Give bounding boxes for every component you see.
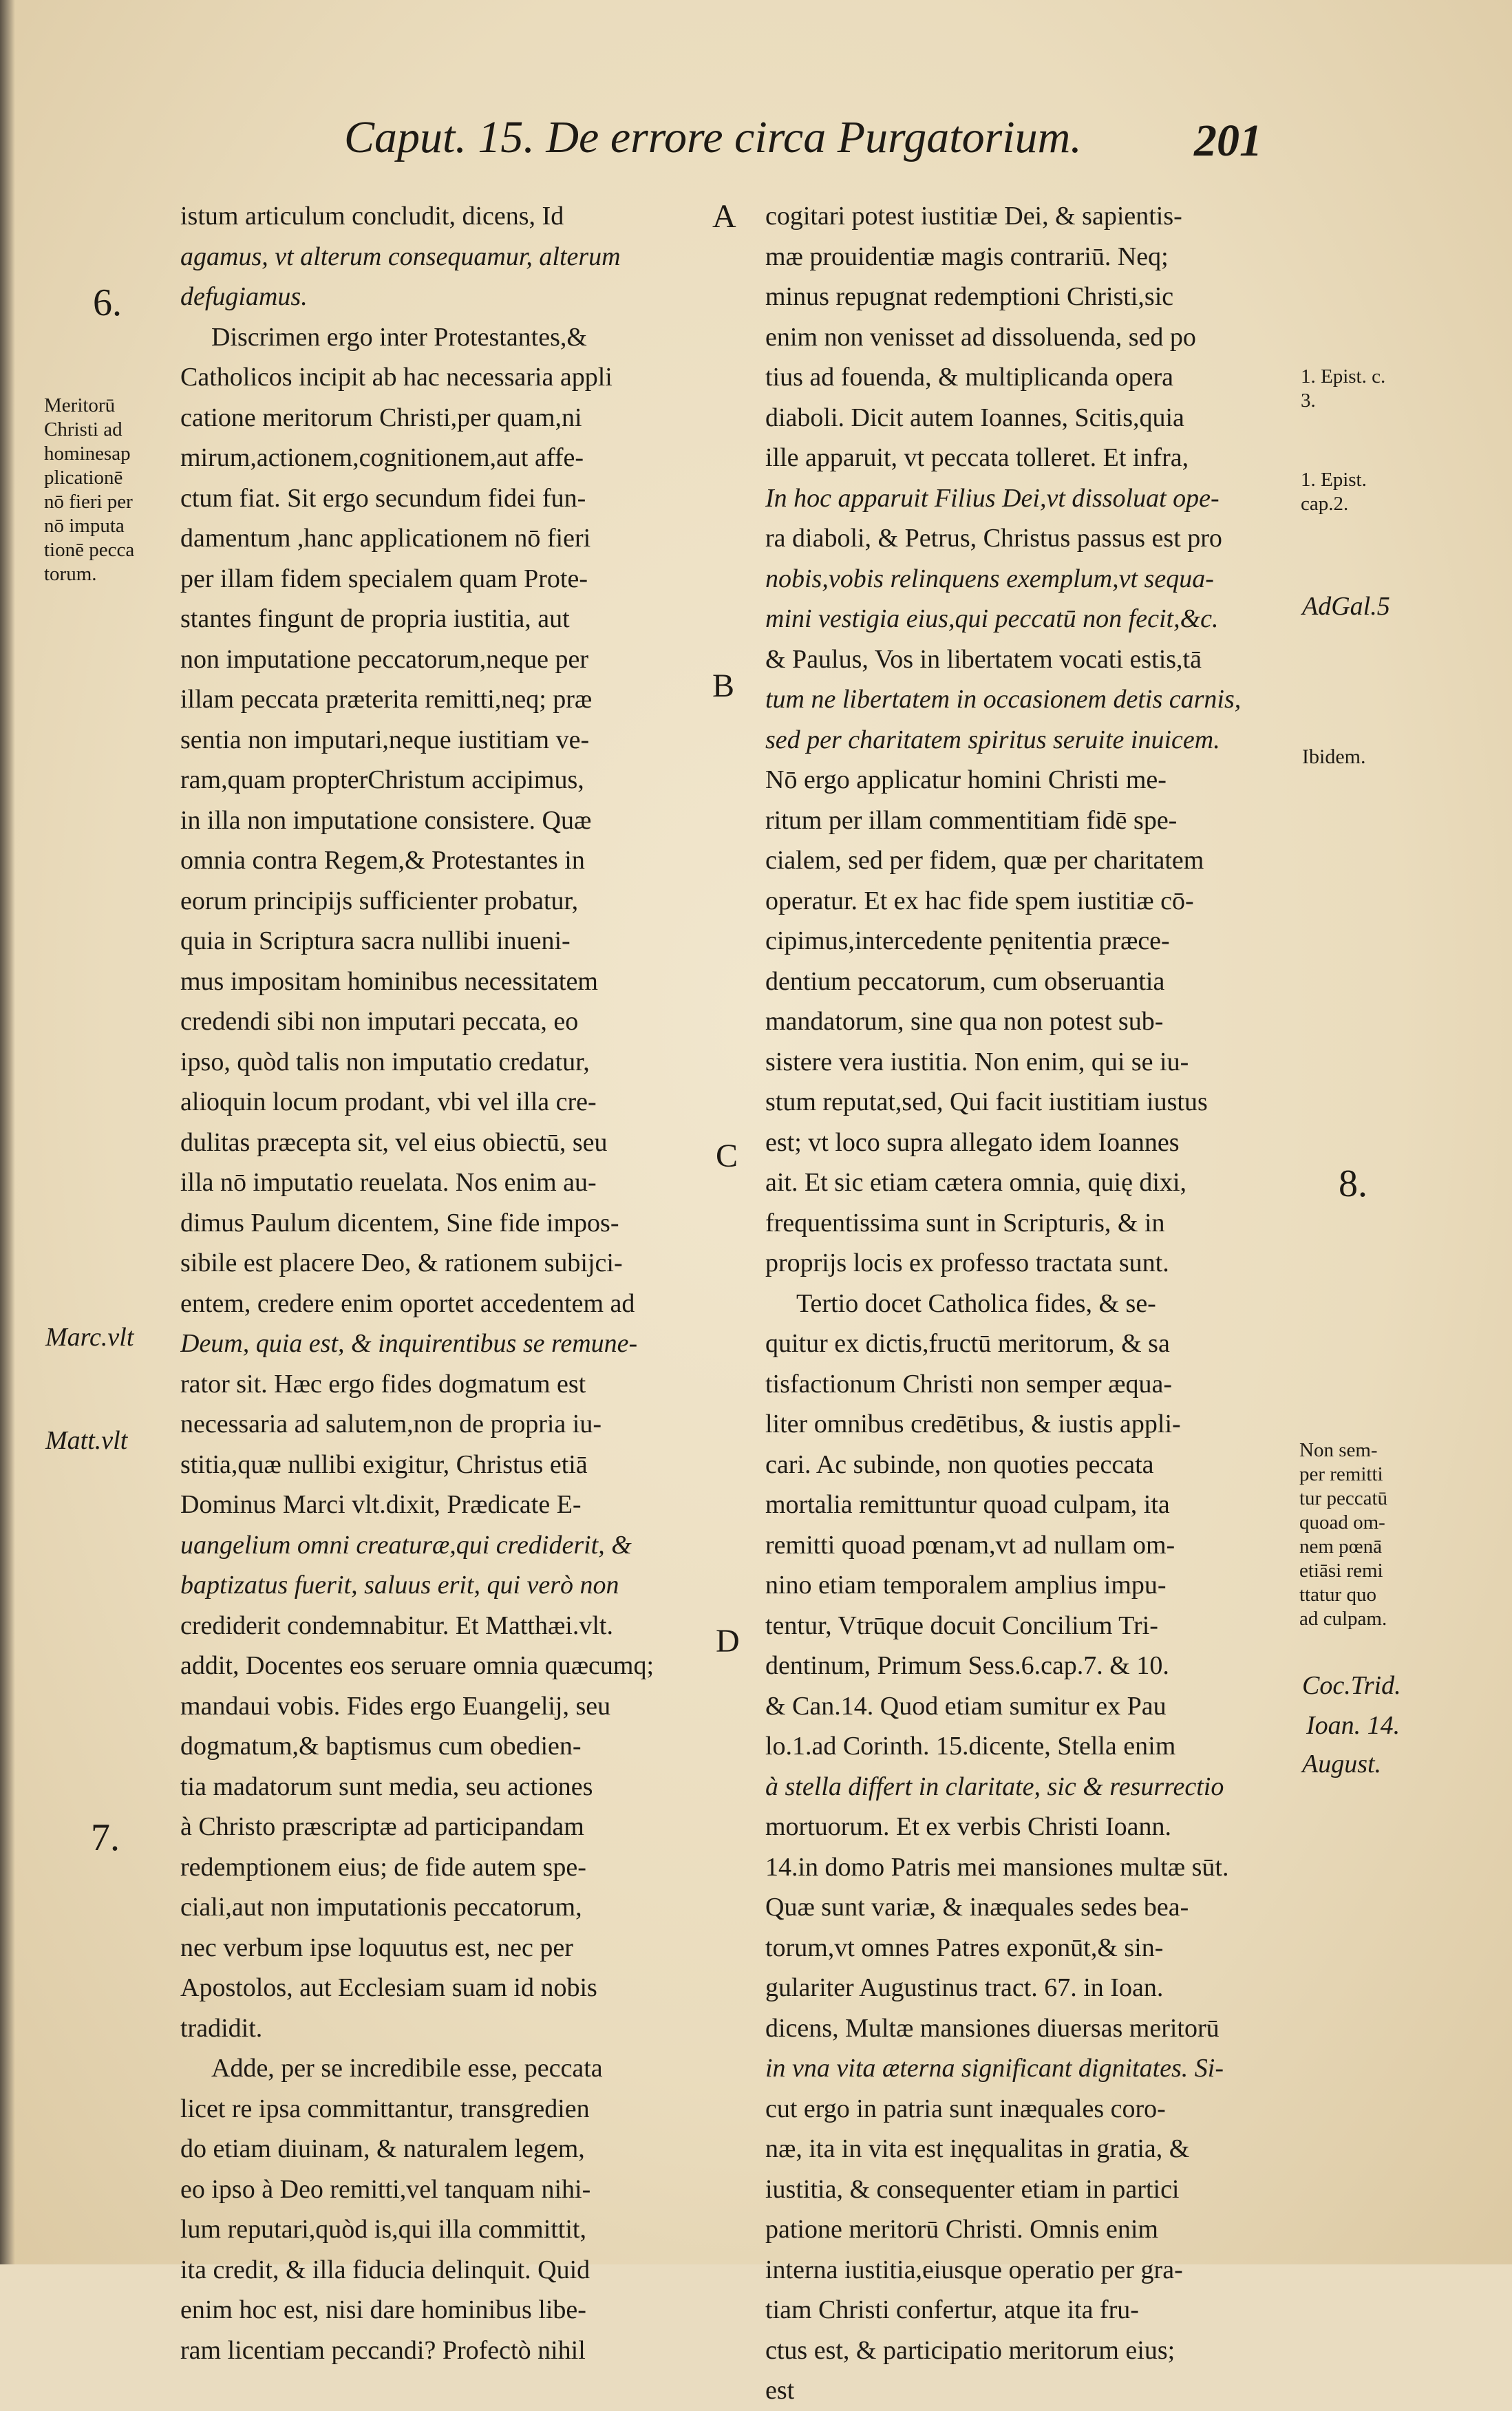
left-text-column [180,196,703,2370]
margin-note-line: 1. Epist. c. [1301,365,1386,387]
text-line: à Christo præscriptæ ad participandam [180,1812,584,1841]
text-line: nino etiam temporalem amplius impu- [765,1571,1167,1600]
text-line: tia madatorum sunt media, seu actiones [180,1772,593,1801]
text-line: operatur. Et ex hac fide spem iustitiæ cō- [765,886,1194,915]
text-line: ille apparuit, vt peccata tolleret. Et infra, [765,443,1189,472]
text-line: ra diaboli, & Petrus, Christus passus est pro [765,524,1222,553]
text-line: tisfactionum Christi non semper æqua- [765,1369,1173,1399]
text-line: cut ergo in patria sunt inæquales coro- [765,2094,1166,2123]
text-line: Deum, quia est, & inquirentibus se remune- [180,1329,638,1358]
text-line: damentum ,hanc applicationem nō fieri [180,524,591,553]
text-line: stum reputat,sed, Qui facit iustitiam iustus [765,1087,1208,1116]
text-line: mini vestigia eius,qui peccatū non fecit,&c. [765,604,1219,633]
text-line: Dominus Marci vlt.dixit, Prædicate E- [180,1490,582,1519]
margin-note-line: torum. [44,563,97,585]
margin-note-line: etiāsi remi [1299,1560,1383,1582]
margin-note-line: hominesap [44,443,131,465]
text-line: ram licentiam peccandi? Profectò nihil [180,2335,586,2365]
text-line: uangelium omni creaturæ,qui crediderit, & [180,1530,632,1560]
text-line: non imputatione peccatorum,neque per [180,644,589,674]
text-line: est; vt loco supra allegato idem Ioannes [765,1127,1180,1157]
text-line: ita credit, & illa fiducia delinquit. Quid [180,2255,590,2284]
text-line: ctus est, & participatio meritorum eius; [765,2335,1175,2365]
text-line: illa nō imputatio reuelata. Nos enim au- [180,1168,597,1197]
text-line: In hoc apparuit Filius Dei,vt dissoluat ope- [765,483,1220,513]
text-line: mus impositam hominibus necessitatem [180,966,598,996]
text-line: ait. Et sic etiam cætera omnia, quię dixi, [765,1168,1187,1197]
margin-ref-matt: Matt.vlt [45,1426,128,1455]
text-line: sibile est placere Deo, & rationem subijci- [180,1249,623,1277]
paragraph-number-8: 8. [1339,1162,1367,1205]
text-line: tradidit. [180,2013,263,2043]
text-line: 14.in domo Patris mei mansiones multæ sūt. [765,1852,1229,1882]
text-line: omnia contra Regem,& Protestantes in [180,846,585,875]
text-line: tentur, Vtrūque docuit Concilium Tri- [765,1611,1158,1640]
text-line: enim hoc est, nisi dare hominibus libe- [180,2295,586,2324]
text-line: mortalia remittuntur quoad culpam, ita [765,1490,1170,1519]
page-gutter-shadow [0,0,15,2264]
text-line: dulitas præcepta sit, vel eius obiectū, seu [180,1127,608,1157]
paragraph-number-7: 7. [91,1816,120,1859]
margin-note-line: 1. Epist. [1301,469,1367,491]
text-line: per illam fidem specialem quam Prote- [180,564,588,593]
paragraph-number-6: 6. [93,282,122,324]
text-line: necessaria ad salutem,non de propria iu- [180,1410,601,1438]
text-line: mandatorum, sine qua non potest sub- [765,1007,1164,1036]
margin-note-line: ttatur quo [1299,1584,1376,1606]
margin-note-line: nō imputa [44,515,125,537]
margin-ref-ioan: Ioan. 14. [1306,1711,1401,1740]
text-line: nobis,vobis relinquens exemplum,vt sequa- [765,564,1214,593]
page-number: 201 [1194,116,1262,166]
margin-ref-august: August. [1302,1750,1382,1778]
text-line: à stella differt in claritate, sic & resurrectio [765,1772,1224,1801]
text-line: dentinum, Primum Sess.6.cap.7. & 10. [765,1651,1169,1680]
section-letter-b: B [712,668,735,704]
right-text-column [765,196,1288,2411]
text-line: stitia,quæ nullibi exigitur, Christus etiā [180,1449,588,1479]
margin-note-line: quoad om- [1299,1511,1385,1533]
text-line: Quæ sunt variæ, & inæquales sedes bea- [765,1893,1189,1922]
margin-ref-epist-1 [1301,365,1385,413]
text-line: ritum per illam commentitiam fidē spe- [765,805,1178,835]
text-line: Tertio docet Catholica fides, & se- [796,1288,1156,1318]
text-line: Nō ergo applicatur homini Christi me- [765,765,1167,794]
margin-note-line: per remitti [1299,1463,1383,1485]
text-line: in vna vita æterna significant dignitates. Si- [765,2054,1224,2083]
margin-note-line: tur peccatū [1299,1487,1388,1509]
text-line: licet re ipsa committantur, transgredien [180,2094,590,2123]
text-line: est [765,2376,795,2405]
text-line: do etiam diuinam, & naturalem legem, [180,2134,585,2163]
text-line: tiam Christi confertur, atque ita fru- [765,2295,1139,2324]
text-line: Apostolos, aut Ecclesiam suam id nobis [180,1973,597,2002]
text-line: frequentissima sunt in Scripturis, & in [765,1208,1165,1238]
text-line: torum,vt omnes Patres exponūt,& sin- [765,1933,1164,1962]
text-line: istum articulum concludit, dicens, Id [180,202,564,231]
text-line: sed per charitatem spiritus seruite inuicem. [765,725,1220,754]
text-line: enim non venisset ad dissoluenda, sed po [765,322,1196,352]
text-line: næ, ita in vita est inęqualitas in gratia, & [765,2134,1190,2163]
margin-note-line: Non sem- [1299,1439,1378,1461]
text-line: catione meritorum Christi,per quam,ni [180,403,582,432]
text-line: illam peccata præterita remitti,neq; præ [180,685,593,714]
text-line: tum ne libertatem in occasionem detis carnis, [765,685,1242,714]
margin-note-line: ad culpam. [1299,1608,1387,1630]
text-line: rator sit. Hæc ergo fides dogmatum est [180,1369,586,1399]
margin-note-line: Meritorū [44,394,116,416]
text-line: proprijs locis ex professo tractata sunt. [765,1249,1169,1277]
text-line: in illa non imputatione consistere. Quæ [180,805,592,835]
text-line: defugiamus. [180,282,308,311]
section-letter-a: A [712,198,736,235]
text-line: mortuorum. Et ex verbis Christi Ioann. [765,1812,1171,1841]
margin-note-non-semper [1299,1438,1387,1631]
section-letter-d: D [716,1623,740,1659]
text-line: entem, credere enim oportet accedentem ad [180,1288,635,1318]
text-line: liter omnibus credētibus, & iustis appli- [765,1410,1181,1438]
margin-note-meritorum [44,394,134,586]
text-line: eo ipso à Deo remitti,vel tanquam nihi- [180,2174,591,2204]
text-line: Catholicos incipit ab hac necessaria appli [180,363,613,392]
margin-note-line: cap.2. [1301,493,1349,515]
text-line: sentia non imputari,neque iustitiam ve- [180,725,590,754]
text-line: diaboli. Dicit autem Ioannes, Scitis,quia [765,403,1184,432]
margin-note-line: nem pœnā [1299,1536,1382,1558]
text-line: baptizatus fuerit, saluus erit, qui verò non [180,1571,619,1600]
text-line: dimus Paulum dicentem, Sine fide impos- [180,1208,619,1238]
section-letter-c: C [716,1138,738,1174]
text-line: tius ad fouenda, & multiplicanda opera [765,363,1174,392]
text-line: alioquin locum prodant, vbi vel illa cre- [180,1087,597,1116]
text-line: dicens, Multæ mansiones diuersas meritorū [765,2013,1220,2043]
text-line: quitur ex dictis,fructū meritorum, & sa [765,1329,1170,1358]
text-line: dogmatum,& baptismus cum obedien- [180,1732,582,1761]
text-line: iustitia, & consequenter etiam in partici [765,2174,1180,2204]
text-line: agamus, vt alterum consequamur, alterum [180,242,621,271]
text-line: cialem, sed per fidem, quæ per charitatem [765,846,1204,875]
text-line: credendi sibi non imputari peccata, eo [180,1007,579,1036]
text-line: lum reputari,quòd is,qui illa committit, [180,2215,586,2244]
text-line: mirum,actionem,cognitionem,aut affe- [180,443,584,472]
text-line: lo.1.ad Corinth. 15.dicente, Stella enim [765,1732,1176,1761]
text-line: ram,quam propterChristum accipimus, [180,765,584,794]
text-line: cari. Ac subinde, non quoties peccata [765,1449,1154,1479]
text-line: ciali,aut non imputationis peccatorum, [180,1893,582,1922]
text-line: eorum principijs sufficienter probatur, [180,886,579,915]
text-line: mandaui vobis. Fides ergo Euangelij, seu [180,1691,611,1721]
text-line: & Paulus, Vos in libertatem vocati estis,tā [765,644,1202,674]
text-line: sistere vera iustitia. Non enim, qui se iu- [765,1047,1189,1076]
margin-ref-marc: Marc.vlt [45,1323,134,1352]
text-line: & Can.14. Quod etiam sumitur ex Pau [765,1691,1167,1721]
text-line: cogitari potest iustitiæ Dei, & sapientis- [765,202,1182,231]
text-line: addit, Docentes eos seruare omnia quæcumq; [180,1651,654,1680]
text-line: crediderit condemnabitur. Et Matthæi.vlt. [180,1611,613,1640]
margin-ref-conc-trid: Coc.Trid. [1302,1671,1401,1700]
text-line: redemptionem eius; de fide autem spe- [180,1852,586,1882]
text-line: cipimus,intercedente pęnitentia præce- [765,926,1170,955]
margin-note-line: nō fieri per [44,491,133,513]
text-line: mæ prouidentiæ magis contrariū. Neq; [765,242,1169,271]
margin-ref-epist-2 [1301,468,1367,516]
running-header: Caput. 15. De errore circa Purgatorium. [344,112,1082,162]
text-line: interna iustitia,eiusque operatio per gra- [765,2255,1183,2284]
text-line: remitti quoad pœnam,vt ad nullam om- [765,1530,1175,1560]
margin-note-line: plicationē [44,467,123,489]
text-line: gulariter Augustinus tract. 67. in Ioan. [765,1973,1164,2002]
text-line: ctum fiat. Sit ergo secundum fidei fun- [180,483,586,513]
margin-note-line: tionē pecca [44,539,135,561]
text-line: dentium peccatorum, cum obseruantia [765,966,1165,996]
text-line: Adde, per se incredibile esse, peccata [211,2054,603,2083]
text-line: nec verbum ipse loquutus est, nec per [180,1933,573,1962]
text-line: minus repugnat redemptioni Christi,sic [765,282,1174,311]
text-line: patione meritorū Christi. Omnis enim [765,2215,1158,2244]
text-line: stantes fingunt de propria iustitia, aut [180,604,570,633]
margin-note-line: Christi ad [44,418,123,440]
margin-ref-adgal: AdGal.5 [1302,592,1390,621]
margin-note-line: 3. [1301,390,1316,412]
text-line: ipso, quòd talis non imputatio credatur, [180,1047,590,1076]
text-line: quia in Scriptura sacra nullibi inueni- [180,926,571,955]
text-line: Discrimen ergo inter Protestantes,& [211,322,587,352]
margin-ref-ibidem: Ibidem. [1302,745,1366,768]
